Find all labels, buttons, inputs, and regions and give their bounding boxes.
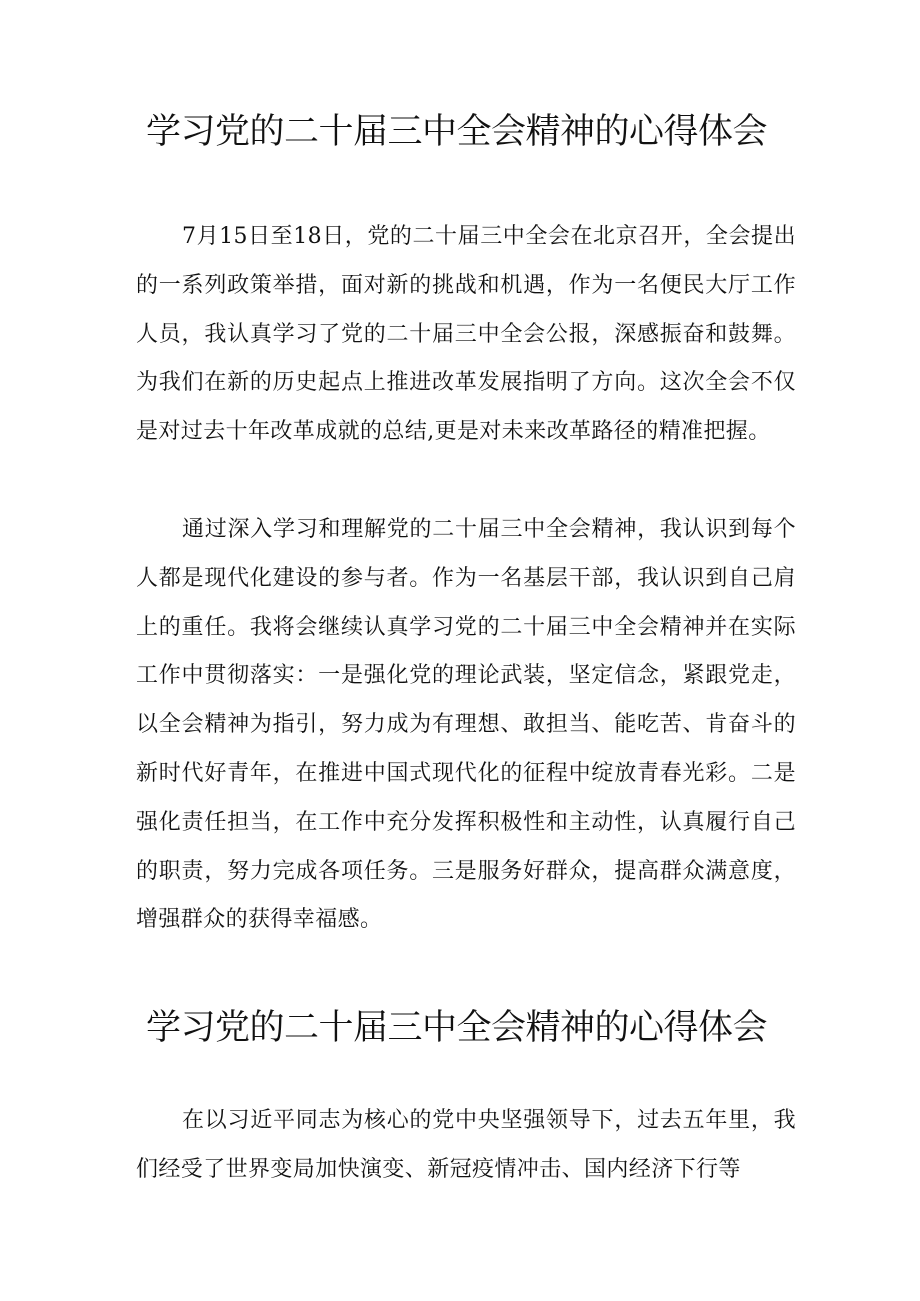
section-1-paragraph-2: 通过深入学习和理解党的二十届三中全会精神，我认识到每个人都是现代化建设的参与者。作为一名基层干部，我认识到自己肩上的重任。我将会继续认真学习党的二十届三中全会精神并在实际工作中贯彻落实：一是强化党的理论武装，坚定信念，紧跟党走，以全会精神为指引，努力成为有理想、敢担当、能吃苦、肯奋斗的新时代好青年，在推进中国式现代化的征程中绽放青春光彩。二是强化责任担当，在工作中充分发挥积极性和主动性，认真履行自己的职责，努力完成各项任务。三是服务好群众，提高群众满意度，增强群众的获得幸福感。 (136, 517, 796, 933)
section-1-title: 学习党的二十届三中全会精神的心得体会 (146, 112, 768, 152)
section-1-paragraph-1: 7月15日至18日，党的二十届三中全会在北京召开，全会提出的一系列政策举措，面对新的挑战和机遇，作为一名便民大厅工作人员，我认真学习了党的二十届三中全会公报，深感振奋和鼓舞。为我们在新的历史起点上推进改革发展指明了方向。这次全会不仅是对过去十年改革成就的总结,更是对未来改革路径的精准把握。 (136, 224, 796, 445)
section-2-title: 学习党的二十届三中全会精神的心得体会 (146, 1008, 768, 1048)
section-2-paragraph-1: 在以习近平同志为核心的党中央坚强领导下，过去五年里，我们经受了世界变局加快演变、新冠疫情冲击、国内经济下行等 (136, 1108, 796, 1182)
